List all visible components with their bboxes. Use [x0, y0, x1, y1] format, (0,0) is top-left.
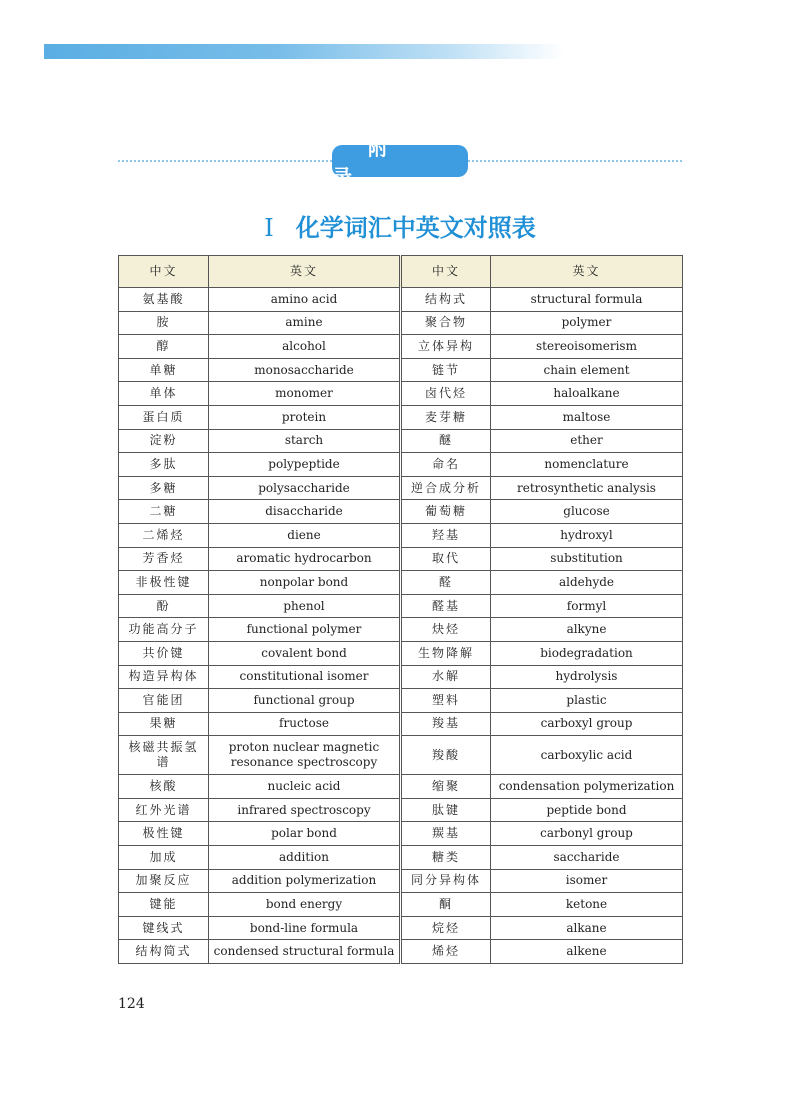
table-row: [119, 641, 683, 665]
chinese-term: 键线式: [119, 916, 209, 940]
table-row: [119, 500, 683, 524]
chinese-term: 核磁共振氢谱: [119, 736, 209, 775]
chinese-term: 淀粉: [119, 429, 209, 453]
english-term: polymer: [491, 311, 683, 335]
english-term: bond-line formula: [209, 916, 401, 940]
english-term: diene: [209, 523, 401, 547]
dotted-divider-right: [468, 160, 682, 162]
chinese-term: 加聚反应: [119, 869, 209, 893]
english-term: biodegradation: [491, 641, 683, 665]
chinese-term: 烯烃: [401, 940, 491, 964]
chinese-term: 二烯烃: [119, 523, 209, 547]
chinese-term: 逆合成分析: [401, 476, 491, 500]
table-row: [119, 571, 683, 595]
table-row: [119, 405, 683, 429]
table-row: [119, 893, 683, 917]
chinese-term: 官能团: [119, 689, 209, 713]
english-term: plastic: [491, 689, 683, 713]
chinese-term: 醛: [401, 571, 491, 595]
english-term: constitutional isomer: [209, 665, 401, 689]
english-term: polysaccharide: [209, 476, 401, 500]
chinese-term: 醇: [119, 335, 209, 359]
english-term: carboxylic acid: [491, 736, 683, 775]
top-decorative-bar: [44, 44, 564, 59]
english-term: nomenclature: [491, 453, 683, 477]
table-row: [119, 822, 683, 846]
english-term: fructose: [209, 712, 401, 736]
chinese-term: 共价键: [119, 641, 209, 665]
english-term: polypeptide: [209, 453, 401, 477]
english-term: maltose: [491, 405, 683, 429]
section-number: I: [264, 214, 274, 242]
english-term: disaccharide: [209, 500, 401, 524]
table-row: [119, 288, 683, 312]
english-term: monosaccharide: [209, 358, 401, 382]
english-term: covalent bond: [209, 641, 401, 665]
header-english-1: 英文: [209, 256, 401, 288]
english-term: alkene: [491, 940, 683, 964]
english-term: isomer: [491, 869, 683, 893]
english-term: condensation polymerization: [491, 775, 683, 799]
header-chinese-1: 中文: [119, 256, 209, 288]
chinese-term: 塑料: [401, 689, 491, 713]
chinese-term: 多糖: [119, 476, 209, 500]
english-term: structural formula: [491, 288, 683, 312]
chinese-term: 结构简式: [119, 940, 209, 964]
glossary-table-wrapper: [118, 255, 682, 964]
header-chinese-2: 中文: [401, 256, 491, 288]
english-term: substitution: [491, 547, 683, 571]
english-term: proton nuclear magnetic resonance spectroscopy: [209, 736, 401, 775]
english-term: glucose: [491, 500, 683, 524]
english-term: ketone: [491, 893, 683, 917]
table-row: [119, 618, 683, 642]
table-header-row: [119, 256, 683, 288]
dotted-divider-left: [118, 160, 332, 162]
table-row: [119, 523, 683, 547]
chinese-term: 聚合物: [401, 311, 491, 335]
english-term: amino acid: [209, 288, 401, 312]
table-row: [119, 869, 683, 893]
table-row: [119, 429, 683, 453]
english-term: starch: [209, 429, 401, 453]
chinese-term: 炔烃: [401, 618, 491, 642]
english-term: addition: [209, 846, 401, 870]
chinese-term: 胺: [119, 311, 209, 335]
table-row: [119, 798, 683, 822]
table-row: [119, 594, 683, 618]
chinese-term: 键能: [119, 893, 209, 917]
english-term: retrosynthetic analysis: [491, 476, 683, 500]
chinese-term: 核酸: [119, 775, 209, 799]
chinese-term: 红外光谱: [119, 798, 209, 822]
english-term: alkyne: [491, 618, 683, 642]
page-number: 124: [118, 996, 145, 1012]
chinese-term: 醛基: [401, 594, 491, 618]
appendix-label: 附录: [332, 145, 468, 177]
chinese-term: 生物降解: [401, 641, 491, 665]
chinese-term: 酮: [401, 893, 491, 917]
english-term: functional polymer: [209, 618, 401, 642]
chinese-term: 多肽: [119, 453, 209, 477]
section-heading: [0, 208, 800, 243]
table-row: [119, 476, 683, 500]
chinese-term: 羟基: [401, 523, 491, 547]
chinese-term: 水解: [401, 665, 491, 689]
chinese-term: 缩聚: [401, 775, 491, 799]
chinese-term: 功能高分子: [119, 618, 209, 642]
chinese-term: 命名: [401, 453, 491, 477]
english-term: functional group: [209, 689, 401, 713]
english-term: polar bond: [209, 822, 401, 846]
english-term: aldehyde: [491, 571, 683, 595]
chinese-term: 果糖: [119, 712, 209, 736]
chinese-term: 羧基: [401, 712, 491, 736]
english-term: monomer: [209, 382, 401, 406]
table-row: [119, 453, 683, 477]
english-term: aromatic hydrocarbon: [209, 547, 401, 571]
chinese-term: 烷烃: [401, 916, 491, 940]
table-row: [119, 712, 683, 736]
chinese-term: 糖类: [401, 846, 491, 870]
english-term: stereoisomerism: [491, 335, 683, 359]
english-term: protein: [209, 405, 401, 429]
chinese-term: 链节: [401, 358, 491, 382]
table-row: [119, 335, 683, 359]
english-term: peptide bond: [491, 798, 683, 822]
chinese-term: 氨基酸: [119, 288, 209, 312]
table-row: [119, 736, 683, 775]
table-row: [119, 665, 683, 689]
chinese-term: 单糖: [119, 358, 209, 382]
english-term: saccharide: [491, 846, 683, 870]
english-term: bond energy: [209, 893, 401, 917]
chinese-term: 二糖: [119, 500, 209, 524]
table-row: [119, 846, 683, 870]
english-term: hydrolysis: [491, 665, 683, 689]
english-term: chain element: [491, 358, 683, 382]
chinese-term: 羧酸: [401, 736, 491, 775]
header-english-2: 英文: [491, 256, 683, 288]
english-term: alcohol: [209, 335, 401, 359]
english-term: nonpolar bond: [209, 571, 401, 595]
english-term: ether: [491, 429, 683, 453]
table-row: [119, 547, 683, 571]
chinese-term: 醚: [401, 429, 491, 453]
glossary-table: [118, 255, 683, 964]
english-term: nucleic acid: [209, 775, 401, 799]
table-row: [119, 940, 683, 964]
english-term: haloalkane: [491, 382, 683, 406]
chinese-term: 非极性键: [119, 571, 209, 595]
english-term: alkane: [491, 916, 683, 940]
chinese-term: 同分异构体: [401, 869, 491, 893]
table-row: [119, 311, 683, 335]
chinese-term: 肽键: [401, 798, 491, 822]
english-term: phenol: [209, 594, 401, 618]
chinese-term: 芳香烃: [119, 547, 209, 571]
table-row: [119, 775, 683, 799]
table-row: [119, 382, 683, 406]
english-term: condensed structural formula: [209, 940, 401, 964]
table-row: [119, 916, 683, 940]
chinese-term: 加成: [119, 846, 209, 870]
table-row: [119, 358, 683, 382]
chinese-term: 极性键: [119, 822, 209, 846]
section-title: 化学词汇中英文对照表: [295, 214, 536, 242]
english-term: carbonyl group: [491, 822, 683, 846]
chinese-term: 葡萄糖: [401, 500, 491, 524]
english-term: hydroxyl: [491, 523, 683, 547]
table-row: [119, 689, 683, 713]
english-term: formyl: [491, 594, 683, 618]
chinese-term: 蛋白质: [119, 405, 209, 429]
chinese-term: 构造异构体: [119, 665, 209, 689]
chinese-term: 酚: [119, 594, 209, 618]
chinese-term: 羰基: [401, 822, 491, 846]
chinese-term: 立体异构: [401, 335, 491, 359]
chinese-term: 麦芽糖: [401, 405, 491, 429]
english-term: addition polymerization: [209, 869, 401, 893]
english-term: infrared spectroscopy: [209, 798, 401, 822]
chinese-term: 取代: [401, 547, 491, 571]
chinese-term: 结构式: [401, 288, 491, 312]
english-term: amine: [209, 311, 401, 335]
chinese-term: 卤代烃: [401, 382, 491, 406]
chinese-term: 单体: [119, 382, 209, 406]
english-term: carboxyl group: [491, 712, 683, 736]
